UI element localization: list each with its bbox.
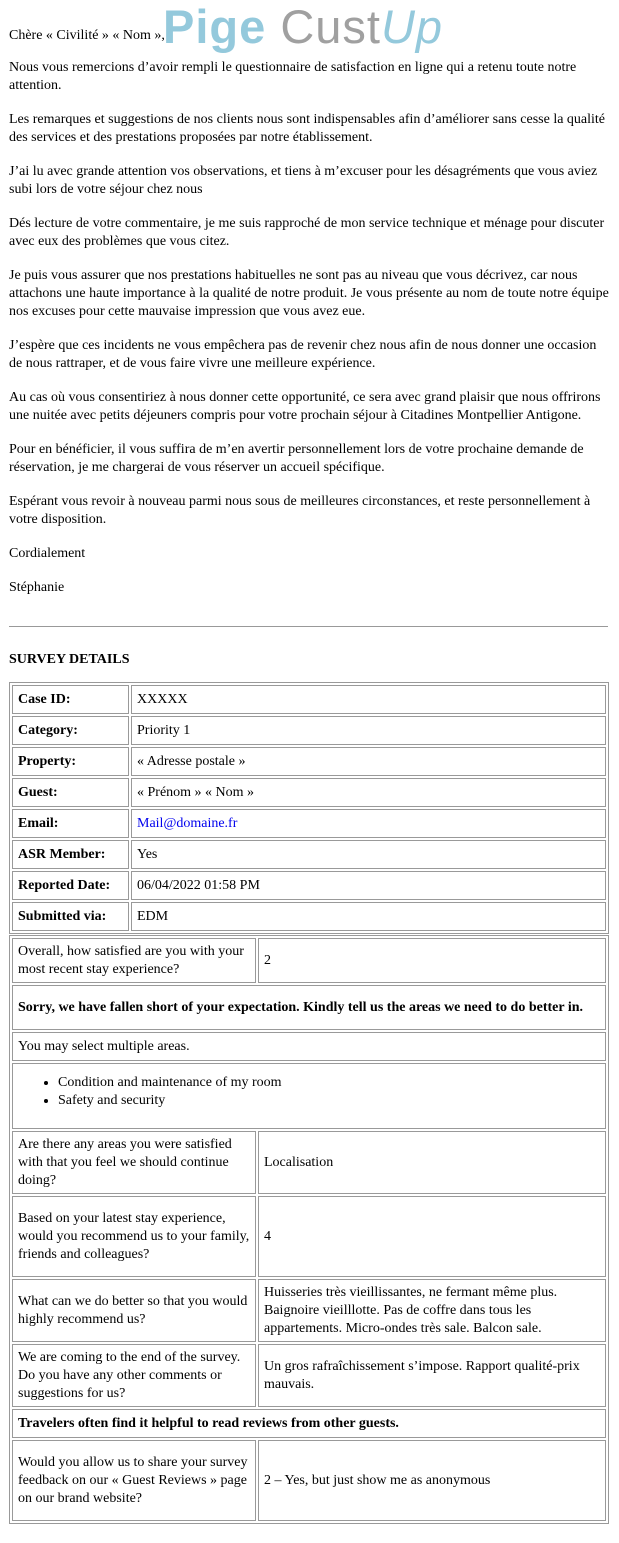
- selected-areas: [12, 1063, 606, 1129]
- detail-value: 06/04/2022 01:58 PM: [131, 871, 606, 900]
- letter-paragraph: J’ai lu avec grande attention vos observations, et tiens à m’excuser pour les désagréments que vous aviez subi lors de votre séjour chez nous: [9, 164, 598, 197]
- detail-label: ASR Member:: [12, 840, 129, 869]
- detail-value: Yes: [131, 840, 606, 869]
- question-continue: Are there any areas you were satisfied with that you feel we should continue doing?: [12, 1131, 256, 1194]
- survey-answers-table: [9, 935, 609, 1524]
- question-recommend: Based on your latest stay experience, would you recommend us to your family, friends and colleagues?: [12, 1196, 256, 1277]
- divider: [9, 626, 608, 627]
- answer-overall: 2: [258, 938, 606, 983]
- letter-paragraph: Dés lecture de votre commentaire, je me suis rapproché de mon service technique et ménage pour discuter avec eux des problèmes que vous citez.: [9, 216, 605, 249]
- detail-label: Category:: [12, 716, 129, 745]
- table-row: [12, 1032, 606, 1061]
- logo-part-pige: Pige: [163, 0, 267, 53]
- detail-label: Property:: [12, 747, 129, 776]
- question-share: Would you allow us to share your survey feedback on our « Guest Reviews » page on our brand website?: [12, 1440, 256, 1521]
- answer-comments: Un gros rafraîchissement s’impose. Rapport qualité-prix mauvais.: [258, 1344, 606, 1407]
- letter-signature: Stéphanie: [9, 580, 65, 595]
- list-item: • Safety and security: [58, 1092, 600, 1110]
- multi-select-note: You may select multiple areas.: [12, 1032, 606, 1061]
- table-row: [12, 985, 606, 1030]
- letter-paragraph: Je puis vous assurer que nos prestations habituelles ne sont pas au niveau que vous décrivez, car nous attachons une haute importance à la qualité de notre produit. Je vous présente au nom de toute notre équipe nos excuses pour cette mauvaise impression que vous avez eue.: [9, 268, 609, 319]
- logo-part-up: Up: [380, 0, 444, 53]
- email-link[interactable]: Mail@domaine.fr: [137, 815, 238, 831]
- letter-body: [9, 27, 610, 613]
- table-row: [12, 1063, 606, 1129]
- answer-better: Huisseries très vieillissantes, ne fermant même plus. Baignoire vieilllotte. Pas de coffre dans tous les appartements. Micro-ondes très sale. Balcon sale.: [258, 1279, 606, 1342]
- detail-label: Reported Date:: [12, 871, 129, 900]
- table-row: [12, 840, 606, 869]
- question-overall: Overall, how satisfied are you with your most recent stay experience?: [12, 938, 256, 983]
- detail-value: Priority 1: [131, 716, 606, 745]
- table-row: [12, 871, 606, 900]
- table-row: [12, 902, 606, 931]
- table-row: [12, 778, 606, 807]
- table-row: [12, 1409, 606, 1438]
- detail-label: Email:: [12, 809, 129, 838]
- detail-label: Guest:: [12, 778, 129, 807]
- table-row: [12, 809, 606, 838]
- detail-value: XXXXX: [131, 685, 606, 714]
- letter-paragraph: Au cas où vous consentiriez à nous donner cette opportunité, ce sera avec grand plaisir que nous offrirons une nuitée avec petits déjeuners compris pour votre prochain séjour à Citadines Montpellier Antigone.: [9, 390, 601, 423]
- table-row: [12, 938, 606, 983]
- detail-value: [131, 809, 606, 838]
- letter-salutation: Chère « Civilité » « Nom »,: [9, 28, 165, 43]
- letter-paragraph: Espérant vous revoir à nouveau parmi nous sous de meilleures circonstances, et reste personnellement à votre disposition.: [9, 494, 591, 527]
- table-row: [12, 716, 606, 745]
- reviews-heading: Travelers often find it helpful to read reviews from other guests.: [12, 1409, 606, 1438]
- detail-value: « Adresse postale »: [131, 747, 606, 776]
- letter-paragraph: J’espère que ces incidents ne vous empêchera pas de revenir chez nous afin de nous donner une occasion de nous rattraper, et de vous faire vivre une meilleure expérience.: [9, 338, 597, 371]
- answer-recommend: 4: [258, 1196, 606, 1277]
- table-row: [12, 747, 606, 776]
- table-row: [12, 685, 606, 714]
- table-row: [12, 1344, 606, 1407]
- letter-paragraph: Les remarques et suggestions de nos clients nous sont indispensables afin d’améliorer sans cesse la qualité des services et des prestations proposées par notre établissement.: [9, 112, 606, 145]
- detail-label: Submitted via:: [12, 902, 129, 931]
- shortfall-heading: Sorry, we have fallen short of your expectation. Kindly tell us the areas we need to do better in.: [12, 985, 606, 1030]
- survey-details-table: [9, 682, 609, 934]
- list-item: • Condition and maintenance of my room: [58, 1074, 600, 1092]
- detail-value: « Prénom » « Nom »: [131, 778, 606, 807]
- letter-paragraph: Nous vous remercions d’avoir rempli le questionnaire de satisfaction en ligne qui a retenu toute notre attention.: [9, 60, 577, 93]
- letter-closing: Cordialement: [9, 546, 86, 561]
- table-row: [12, 1131, 606, 1194]
- table-row: [12, 1279, 606, 1342]
- detail-value: EDM: [131, 902, 606, 931]
- logo-part-cust: Cust: [280, 0, 381, 53]
- table-row: [12, 1440, 606, 1521]
- detail-label: Case ID:: [12, 685, 129, 714]
- selected-areas-list: [18, 1074, 600, 1110]
- letter-paragraph: Pour en bénéficier, il vous suffira de m’en avertir personnellement lors de votre prochaine demande de réservation, je me chargerai de vous réserver un accueil spécifique.: [9, 442, 584, 475]
- table-row: [12, 1196, 606, 1277]
- question-comments: We are coming to the end of the survey. Do you have any other comments or suggestions for us?: [12, 1344, 256, 1407]
- answer-continue: Localisation: [258, 1131, 606, 1194]
- answer-share: 2 – Yes, but just show me as anonymous: [258, 1440, 606, 1521]
- survey-title: SURVEY DETAILS: [9, 652, 130, 667]
- question-better: What can we do better so that you would highly recommend us?: [12, 1279, 256, 1342]
